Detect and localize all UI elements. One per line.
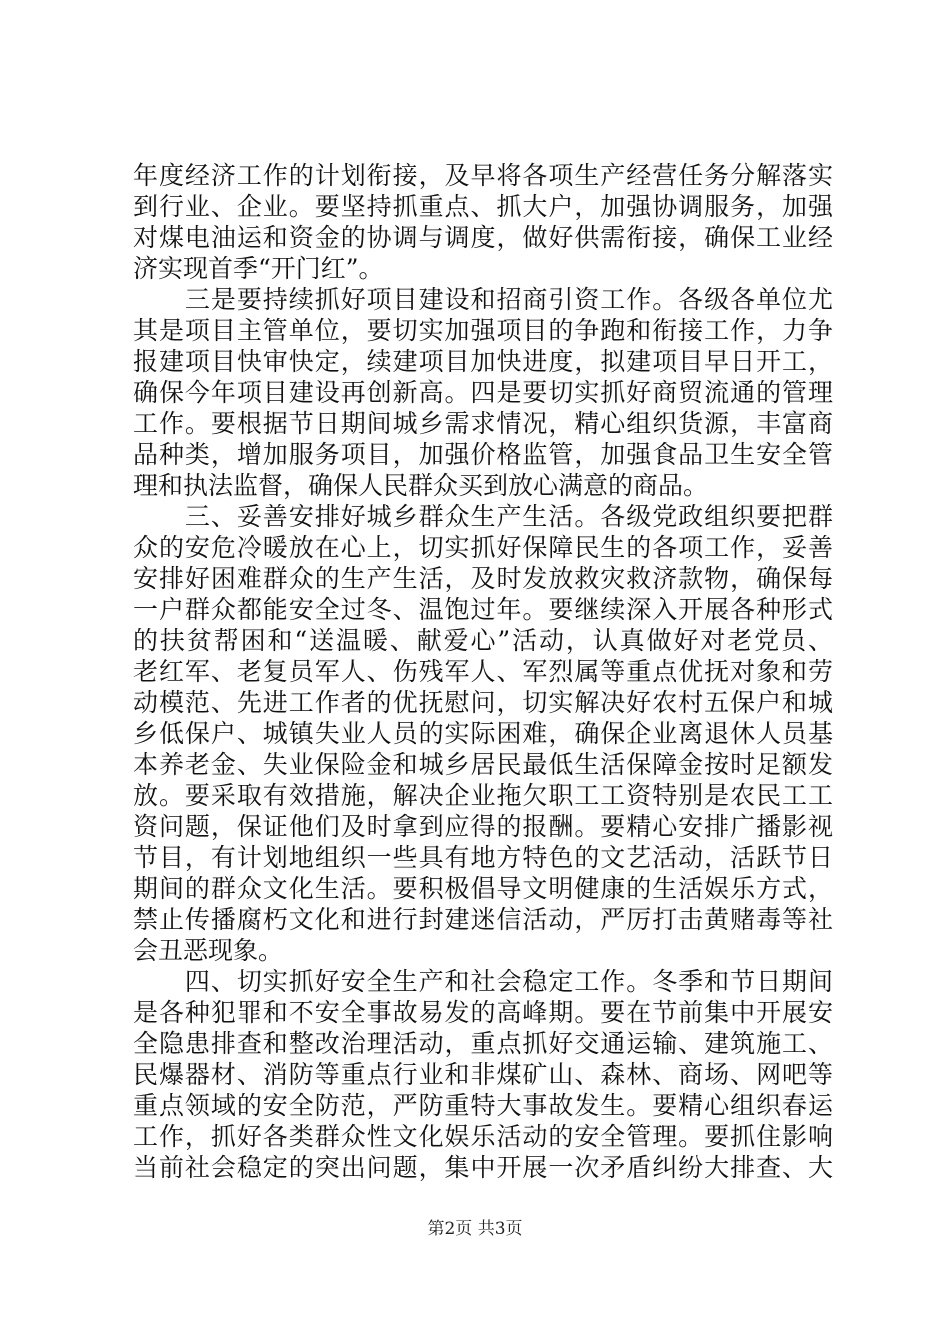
text-line: 众的安危冷暖放在心上，切实抓好保障民生的各项工作，妥善 [133,533,833,562]
text-line: 放。要采取有效措施，解决企业拖欠职工工资特别是农民工工 [133,781,833,810]
text-line: 本养老金、失业保险金和城乡居民最低生活保障金按时足额发 [133,750,833,779]
text-line: 乡低保户、城镇失业人员的实际困难，确保企业离退休人员基 [133,719,833,748]
text-line: 禁止传播腐朽文化和进行封建迷信活动，严厉打击黄赌毒等社 [133,905,833,934]
text-line: 确保今年项目建设再创新高。四是要切实抓好商贸流通的管理 [133,378,833,407]
text-line: 会丑恶现象。 [133,936,284,965]
text-line: 工作，抓好各类群众性文化娱乐活动的安全管理。要抓住影响 [133,1122,833,1151]
text-line: 工作。要根据节日期间城乡需求情况，精心组织货源，丰富商 [133,409,833,438]
page-footer: 第2页 共3页 [427,1219,523,1239]
text-line: 四、切实抓好安全生产和社会稳定工作。冬季和节日期间 [133,967,833,996]
text-line: 节目，有计划地组织一些具有地方特色的文艺活动，活跃节日 [133,843,833,872]
text-line: 是各种犯罪和不安全事故易发的高峰期。要在节前集中开展安 [133,998,833,1027]
text-line: 动模范、先进工作者的优抚慰问，切实解决好农村五保户和城 [133,688,833,717]
text-line: 当前社会稳定的突出问题，集中开展一次矛盾纠纷大排查、大 [133,1153,833,1182]
text-line: 到行业、企业。要坚持抓重点、抓大户，加强协调服务，加强 [133,192,833,221]
text-line: 老红军、老复员军人、伤残军人、军烈属等重点优抚对象和劳 [133,657,833,686]
text-line: 一户群众都能安全过冬、温饱过年。要继续深入开展各种形式 [133,595,833,624]
text-line: 民爆器材、消防等重点行业和非煤矿山、森林、商场、网吧等 [133,1060,833,1089]
text-line: 资问题，保证他们及时拿到应得的报酬。要精心安排广播影视 [133,812,833,841]
text-line: 重点领域的安全防范，严防重特大事故发生。要精心组织春运 [133,1091,833,1120]
text-line: 报建项目快审快定，续建项目加快进度，拟建项目早日开工， [133,347,833,376]
text-line: 三、妥善安排好城乡群众生产生活。各级党政组织要把群 [133,502,833,531]
text-line: 对煤电油运和资金的协调与调度，做好供需衔接，确保工业经 [133,223,833,252]
text-line: 其是项目主管单位，要切实加强项目的争跑和衔接工作，力争 [133,316,833,345]
text-line: 期间的群众文化生活。要积极倡导文明健康的生活娱乐方式， [133,874,833,903]
document-body [133,160,833,1183]
text-line: 三是要持续抓好项目建设和招商引资工作。各级各单位尤 [133,285,833,314]
text-line: 年度经济工作的计划衔接，及早将各项生产经营任务分解落实 [133,161,833,190]
text-line: 品种类，增加服务项目，加强价格监管，加强食品卫生安全管 [133,440,833,469]
text-line: 安排好困难群众的生产生活，及时发放救灾救济款物，确保每 [133,564,833,593]
text-line: 的扶贫帮困和“送温暖、献爱心”活动，认真做好对老党员、 [133,626,833,655]
text-line: 济实现首季“开门红”。 [133,254,384,283]
text-line: 全隐患排查和整改治理活动，重点抓好交通运输、建筑施工、 [133,1029,833,1058]
text-line: 理和执法监督，确保人民群众买到放心满意的商品。 [133,471,709,500]
